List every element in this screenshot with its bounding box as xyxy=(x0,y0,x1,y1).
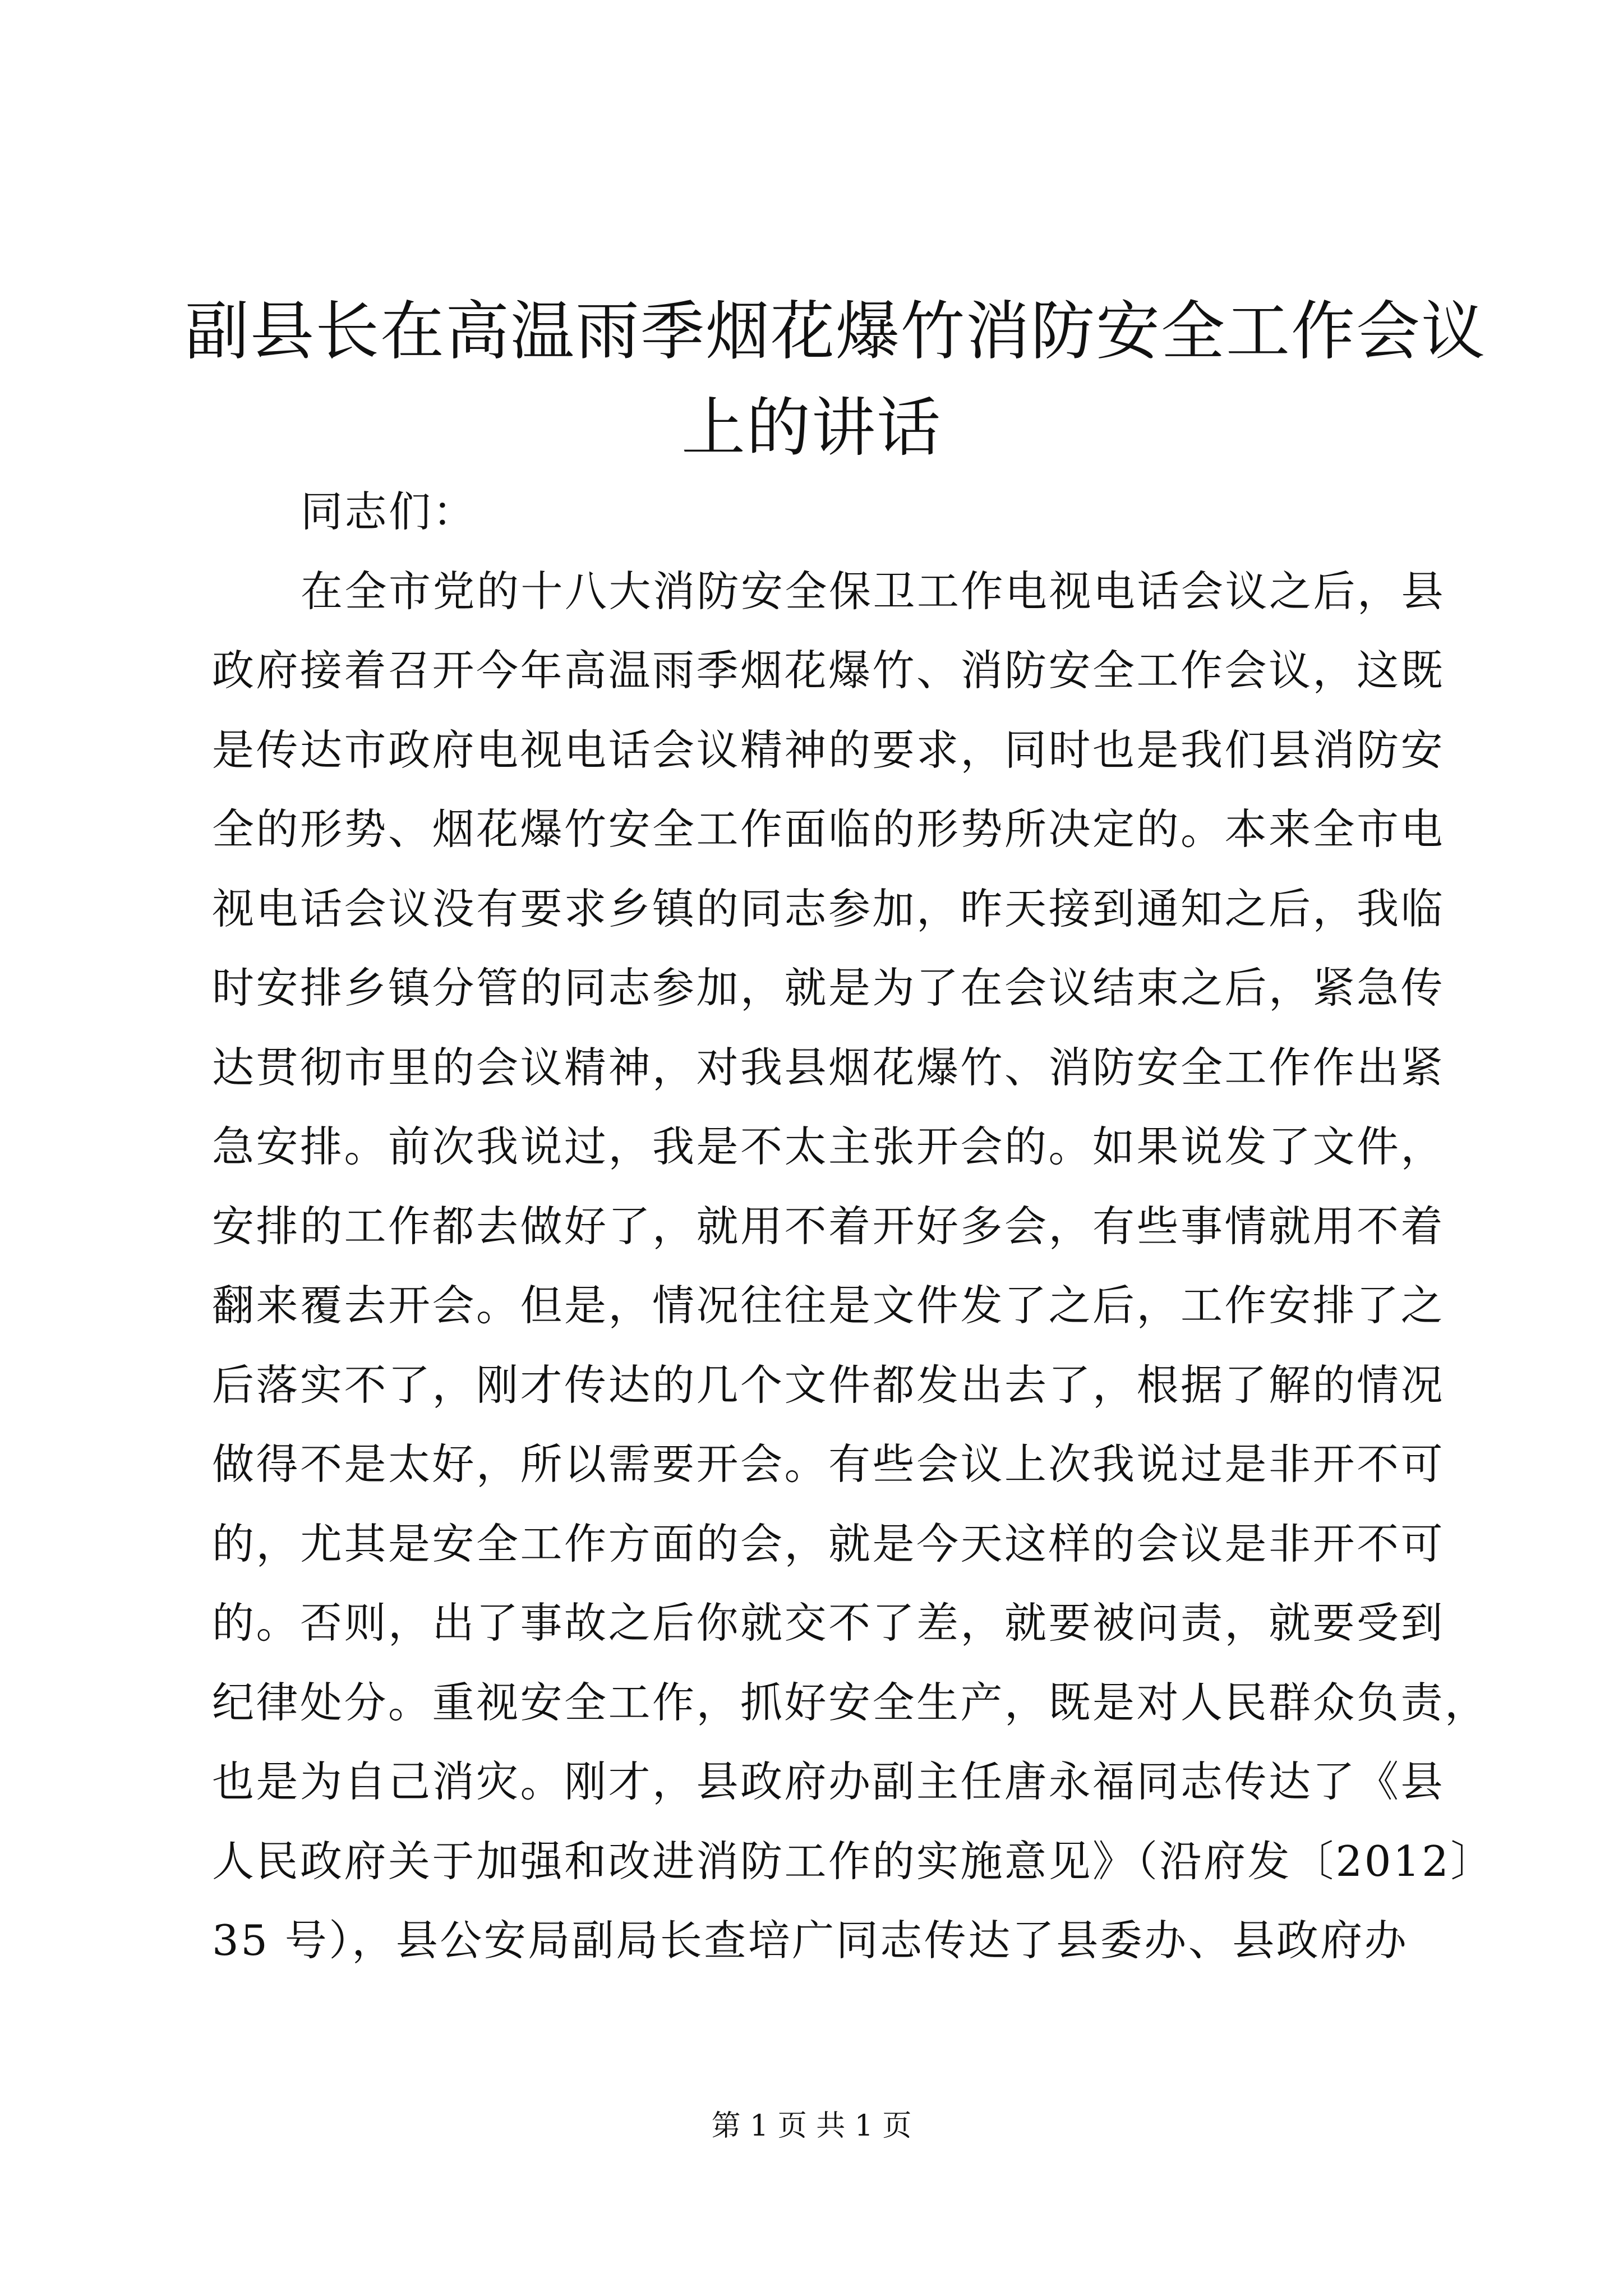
paragraph-line: 政府接着召开今年高温雨季烟花爆竹、消防安全工作会议，这既 xyxy=(212,646,1445,695)
paragraph-line: 安排的工作都去做好了，就用不着开好多会，有些事情就用不着 xyxy=(212,1201,1445,1251)
paragraph-line: 时安排乡镇分管的同志参加，就是为了在会议结束之后，紧急传 xyxy=(212,963,1445,1013)
paragraph-line: 翻来覆去开会。但是，情况往往是文件发了之后，工作安排了之 xyxy=(212,1281,1445,1330)
title-line-1: 副县长在高温雨季烟花爆竹消防安全工作会议 xyxy=(185,294,1487,369)
paragraph-line: 后落实不了，刚才传达的几个文件都发出去了，根据了解的情况 xyxy=(212,1360,1445,1410)
paragraph-line: 也是为自己消灾。刚才，县政府办副主任唐永福同志传达了《县 xyxy=(212,1757,1445,1806)
document-title xyxy=(185,283,1487,476)
paragraph-line: 全的形势、烟花爆竹安全工作面临的形势所决定的。本来全市电 xyxy=(212,804,1445,854)
paragraph-line: 纪律处分。重视安全工作，抓好安全生产，既是对人民群众负责， xyxy=(212,1677,1489,1727)
page-number-label: 第 1 页 共 1 页 xyxy=(711,2109,912,2143)
paragraph-line: 人民政府关于加强和改进消防工作的实施意见》（沿府发〔2012〕 xyxy=(212,1836,1495,1886)
paragraph-line: 做得不是太好，所以需要开会。有些会议上次我说过是非开不可 xyxy=(212,1439,1445,1489)
paragraph-line: 急安排。前次我说过，我是不太主张开会的。如果说发了文件， xyxy=(212,1122,1445,1171)
paragraph-line: 的。否则，出了事故之后你就交不了差，就要被问责，就要受到 xyxy=(212,1598,1445,1648)
paragraph-line: 达贯彻市里的会议精神，对我县烟花爆竹、消防安全工作作出紧 xyxy=(212,1042,1445,1092)
paragraph-line: 的，尤其是安全工作方面的会，就是今天这样的会议是非开不可 xyxy=(212,1519,1445,1568)
salutation: 同志们： xyxy=(301,487,477,536)
title-line-2: 上的讲话 xyxy=(681,390,942,465)
paragraph-line: 35 号），县公安局副局长查培广同志传达了县委办、县政府办 xyxy=(212,1916,1409,1965)
paragraph-line: 视电话会议没有要求乡镇的同志参加，昨天接到通知之后，我临 xyxy=(212,884,1445,933)
paragraph-line: 是传达市政府电视电话会议精神的要求，同时也是我们县消防安 xyxy=(212,725,1445,775)
page-footer xyxy=(0,2106,1623,2146)
paragraph-line: 在全市党的十八大消防安全保卫工作电视电话会议之后，县 xyxy=(301,566,1446,616)
document-body xyxy=(212,472,1495,1981)
